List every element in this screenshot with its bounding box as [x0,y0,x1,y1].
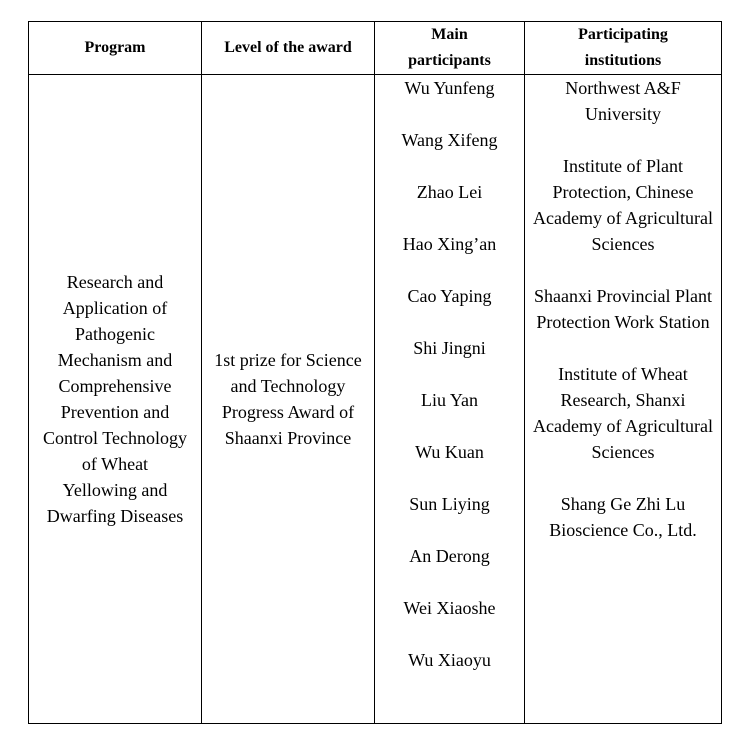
institution-name: Shaanxi Provincial Plant Protection Work Station [534,286,712,332]
program-cell [29,75,202,724]
institution-name: Institute of Wheat Research, Shanxi Academy of Agricultural Sciences [533,364,713,462]
participants-cell [375,75,525,724]
level-cell [202,75,375,724]
participant-name: Shi Jingni [413,338,486,358]
institution-name: Institute of Plant Protection, Chinese Academy of Agricultural Sciences [533,156,713,254]
program-text: Research and Application of Pathogenic Mechanism and Comprehensive Prevention and Control Technology of Wheat Yellowing and Dwarfing Diseases [43,272,187,526]
participant-name: Wei Xiaoshe [403,598,496,618]
header-participants: Main participants [375,22,525,75]
institution-name: Northwest A&F University [565,78,681,124]
participant-name: Hao Xing’an [402,234,497,254]
participant-name: Wang Xifeng [401,130,498,150]
participant-name: Wu Kuan [415,442,484,462]
participant-name: Zhao Lei [416,182,483,202]
participant-name: Wu Yunfeng [404,78,495,98]
institution-name: Shang Ge Zhi Lu Bioscience Co., Ltd. [549,494,697,540]
participant-name: Wu Xiaoyu [408,650,491,670]
award-level-text: 1st prize for Science and Technology Progress Award of Shaanxi Province [214,350,362,448]
participant-name: An Derong [409,546,490,566]
participant-name: Sun Liying [409,494,490,514]
header-level: Level of the award [202,22,375,75]
institutions-cell [525,75,722,724]
participant-name: Cao Yaping [407,286,492,306]
header-row [29,22,722,75]
header-program: Program [29,22,202,75]
header-institutions: Participating institutions [525,22,722,75]
participant-name: Liu Yan [420,390,478,410]
table-row [29,75,722,724]
award-table [28,21,722,724]
